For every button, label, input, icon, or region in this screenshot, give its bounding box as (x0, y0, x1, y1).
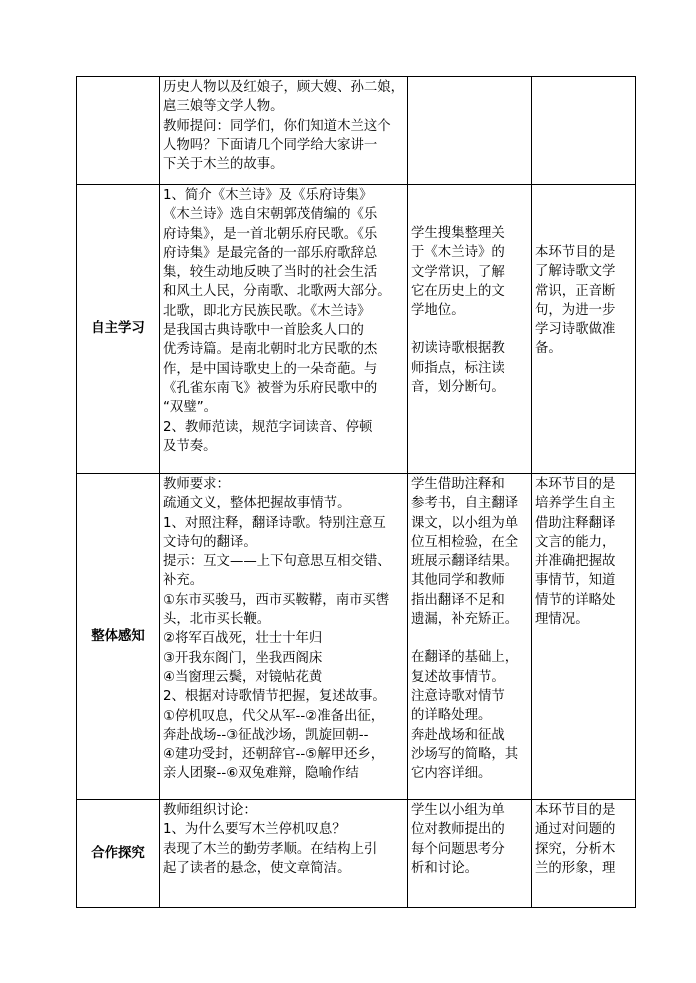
text-line: 及节奏。 (163, 438, 217, 454)
text-line: 借助注释翻译 (535, 515, 616, 531)
lesson-plan-body (77, 77, 636, 908)
text-line: 复述故事情节。 (411, 669, 505, 685)
text-line: 府诗集》，是一首北朝乐府民歌。《乐 (163, 226, 378, 242)
text-line: 析和讨论。 (411, 860, 478, 876)
text-line: 了解诗歌文学 (535, 264, 616, 280)
text-line: 沙场写的简略，其 (411, 746, 519, 762)
text-line: 补充。 (163, 573, 204, 589)
purpose-cell (532, 474, 636, 800)
text-line: 是我国古典诗歌中一首脍炙人口的 (163, 323, 364, 339)
text-line: ④当窗理云鬓，对镜帖花黄 (163, 669, 323, 685)
student-activity-cell (408, 77, 532, 185)
phase-label: 合作探究 (77, 800, 160, 908)
text-line: 教师提问：同学们，你们知道木兰这个 (163, 118, 391, 134)
text-line: 本环节目的是 (535, 245, 616, 260)
text-line: 提示：互文——上下句意思互相交错、 (163, 554, 391, 570)
text-line: 2、教师范读，规范字词读音、停顿 (163, 419, 373, 435)
text-line: 本环节目的是 (535, 477, 616, 492)
blank-line (535, 205, 632, 224)
text-line: 起了读者的悬念，使文章简洁。 (163, 860, 351, 876)
text-line: ②将军百战死，壮士十年归 (163, 631, 323, 647)
text-line: 集，较生动地反映了当时的社会生活 (163, 265, 378, 281)
text-line: 1、为什么要写木兰停机叹息？ (163, 822, 346, 838)
text-line: 课文，以小组为单 (411, 515, 519, 531)
text-line: 《木兰诗》选自宋朝郭茂倩编的《乐 (163, 207, 378, 223)
student-activity-cell (408, 185, 532, 474)
text-line: 位互相检验，在全 (411, 534, 519, 550)
lesson-plan-table (76, 76, 636, 908)
text-line: 初读诗歌根据教 (411, 341, 505, 357)
table-row (77, 474, 636, 800)
text-line: 师指点，标注读 (411, 360, 505, 376)
teacher-activity-cell (160, 77, 408, 185)
text-line: 北歌，即北方民族民歌。《木兰诗》 (163, 303, 371, 319)
teacher-activity-cell (160, 185, 408, 474)
blank-line (535, 186, 632, 205)
text-line: 在翻译的基础上， (411, 650, 519, 666)
text-line: 学生借助注释和 (411, 477, 505, 492)
student-activity-cell (408, 800, 532, 908)
text-line: 作，是中国诗歌史上的一朵奇葩。与 (163, 361, 378, 377)
text-line: 和风土人民，分南歌、北歌两大部分。 (163, 284, 391, 300)
text-line: 参考书，自主翻译 (411, 496, 519, 512)
purpose-cell (532, 185, 636, 474)
text-line: 历史人物以及红娘子，顾大嫂、孙二娘， (163, 80, 405, 95)
text-line: 句，为进一步 (535, 302, 616, 318)
text-line: 2、根据对诗歌情节把握，复述故事。 (163, 689, 386, 705)
text-line: 常识，正音断 (535, 283, 616, 299)
text-line: 探究，分析木 (535, 841, 616, 857)
text-line: 班展示翻译结果。 (411, 554, 519, 570)
text-line: 注意诗歌对情节 (411, 688, 505, 704)
text-line: ④建功受封，还朝辞官--⑤解甲还乡， (163, 747, 385, 763)
text-line: 教师组织讨论： (163, 803, 257, 818)
blank-line (411, 186, 528, 205)
phase-label: 整体感知 (77, 474, 160, 800)
text-line: 1、对照注释，翻译诗歌。特别注意互 (163, 515, 386, 531)
text-line: 并准确把握故 (535, 554, 616, 570)
text-line: 每个问题思考分 (411, 841, 505, 857)
table-row (77, 77, 636, 185)
text-line: 文言的能力， (535, 534, 616, 550)
text-line: 本环节目的是 (535, 803, 616, 818)
text-line: 头，北市买长鞭。 (163, 612, 271, 628)
text-line: 事情节，知道 (535, 573, 616, 589)
text-line: 人物吗？下面请几个同学给大家讲一 (163, 137, 378, 153)
text-line: 奔赴战场--③征战沙场，凯旋回朝-- (163, 727, 369, 743)
text-line: 的详略处理。 (411, 708, 492, 724)
text-line: 《孔雀东南飞》被誉为乐府民歌中的 (163, 380, 378, 396)
purpose-cell (532, 77, 636, 185)
text-line: 下关于木兰的故事。 (163, 157, 284, 173)
text-line: 位对教师提出的 (411, 822, 505, 838)
blank-line (411, 320, 528, 339)
text-line: 培养学生自主 (535, 496, 616, 512)
purpose-cell (532, 800, 636, 908)
blank-line (535, 224, 632, 243)
text-line: 其他同学和教师 (411, 573, 505, 589)
text-line: 备。 (535, 341, 562, 357)
blank-line (411, 205, 528, 224)
text-line: 学生搜集整理关 (411, 226, 505, 241)
text-line: 文学常识，了解 (411, 264, 505, 280)
text-line: 学习诗歌做准 (535, 322, 616, 338)
text-line: 通过对问题的 (535, 822, 616, 838)
text-line: 表现了木兰的勤劳孝顺。在结构上引 (163, 841, 378, 857)
teacher-activity-cell (160, 474, 408, 800)
text-line: 优秀诗篇。是南北朝时北方民歌的杰 (163, 342, 378, 358)
text-line: 遗漏，补充矫正。 (411, 612, 519, 628)
text-line: 指出翻译不足和 (411, 592, 505, 608)
text-line: 学地位。 (411, 303, 465, 319)
text-line: 疏通文义，整体把握故事情节。 (163, 496, 351, 512)
text-line: 于《木兰诗》的 (411, 245, 505, 261)
table-row (77, 800, 636, 908)
text-line: 它内容详细。 (411, 766, 492, 782)
text-line: 教师要求： (163, 477, 230, 492)
teacher-activity-cell (160, 800, 408, 908)
text-line: 理情况。 (535, 612, 589, 628)
student-activity-cell (408, 474, 532, 800)
text-line: 文诗句的翻译。 (163, 534, 257, 550)
text-line: 情节的详略处 (535, 592, 616, 608)
text-line: 府诗集》是最完备的一部乐府歌辞总 (163, 245, 378, 261)
text-line: 扈三娘等文学人物。 (163, 99, 284, 115)
text-line: 它在历史上的文 (411, 283, 505, 299)
table-row (77, 185, 636, 474)
text-line: ①东市买骏马，西市买鞍鞯，南市买辔 (163, 592, 390, 608)
text-line: 兰的形象，理 (535, 860, 616, 876)
text-line: “双璧”。 (163, 400, 218, 416)
text-line: 1、简介《木兰诗》及《乐府诗集》 (163, 188, 373, 203)
phase-label: 自主学习 (77, 185, 160, 474)
blank-line (411, 629, 528, 648)
text-line: 奔赴战场和征战 (411, 727, 505, 743)
text-line: ③开我东阁门，坐我西阁床 (163, 650, 323, 666)
phase-label (77, 77, 160, 185)
text-line: 学生以小组为单 (411, 803, 505, 818)
text-line: ①停机叹息，代父从军--②准备出征， (163, 708, 385, 724)
text-line: 音，划分断句。 (411, 380, 505, 396)
text-line: 亲人团聚--⑥双兔难辩，隐喻作结 (163, 766, 359, 782)
